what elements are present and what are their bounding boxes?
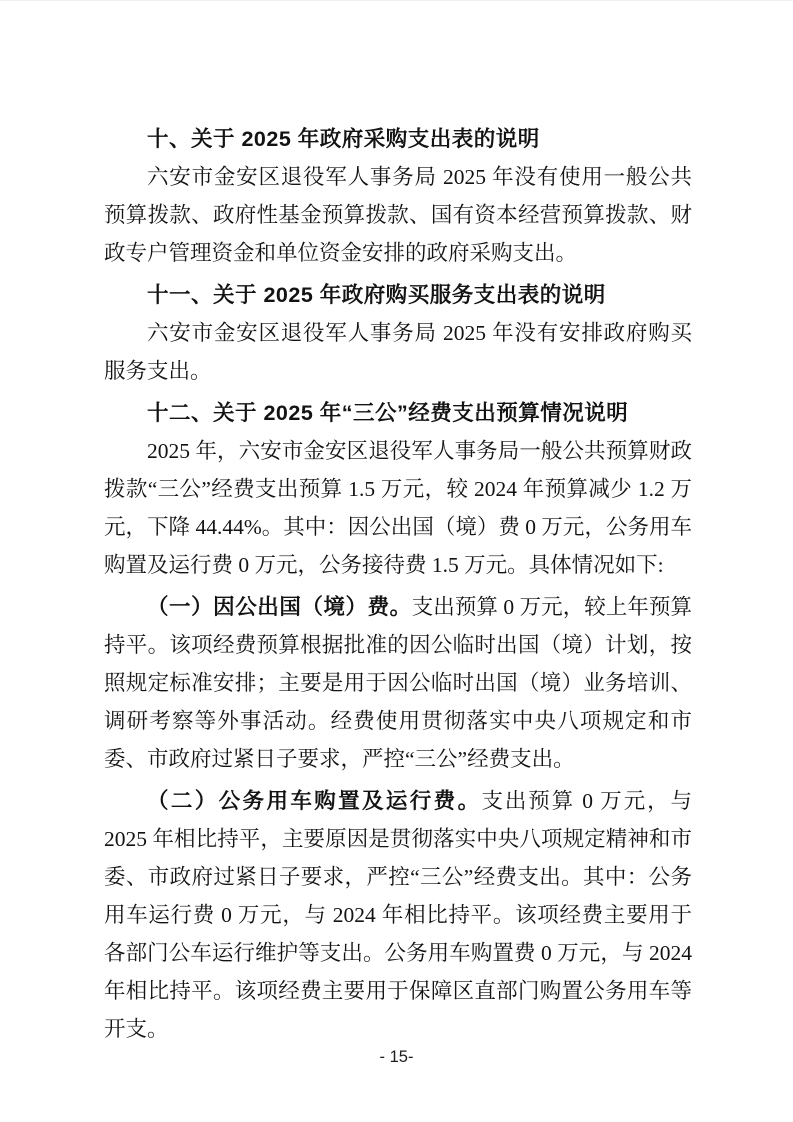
document-content: [104, 120, 692, 1048]
subsection-2-paragraph: [104, 782, 692, 1048]
subsection-1-body: 支出预算 0 万元，较上年预算持平。该项经费预算根据批准的因公临时出国（境）计划，按照规定标准安排；主要是用于因公临时出国（境）业务培训、调研考察等外事活动。经费使用贯彻落实中央八项规定和市委、市政府过紧日子要求，严控“三公”经费支出。: [104, 595, 692, 771]
subsection-2-lead: （二）公务用车购置及运行费。: [147, 789, 482, 813]
subsection-2-body: 支出预算 0 万元，与 2025 年相比持平，主要原因是贯彻落实中央八项规定精神和市委、市政府过紧日子要求，严控“三公”经费支出。其中：公务用车运行费 0 万元，与 2024 年相比持平。该项经费主要用于各部门公车运行维护等支出。公务用车购置费 0 万元，与 2024 年相比持平。该项经费主要用于保障区直部门购置公务用车等开支。: [104, 789, 692, 1041]
section-10-paragraph: 六安市金安区退役军人事务局 2025 年没有使用一般公共预算拨款、政府性基金预算拨款、国有资本经营预算拨款、财政专户管理资金和单位资金安排的政府采购支出。: [104, 165, 692, 265]
subsection-1-lead: （一）因公出国（境）费。: [147, 595, 412, 619]
section-heading-11: 十一、关于 2025 年政府购买服务支出表的说明: [147, 283, 606, 307]
subsection-1-paragraph: [104, 588, 692, 778]
section-11-paragraph: 六安市金安区退役军人事务局 2025 年没有安排政府购买服务支出。: [104, 321, 692, 383]
section-heading-10: 十、关于 2025 年政府采购支出表的说明: [147, 127, 540, 151]
section-12-intro-paragraph: 2025 年，六安市金安区退役军人事务局一般公共预算财政拨款“三公”经费支出预算 1.5 万元，较 2024 年预算减少 1.2 万元，下降 44.44%。其中：因公出国（境）费 0 万元，公务用车购置及运行费 0 万元，公务接待费 1.5 万元。具体情况如下:: [104, 439, 692, 577]
section-heading-12: 十二、关于 2025 年“三公”经费支出预算情况说明: [147, 401, 629, 425]
page-number: - 15-: [379, 1048, 414, 1066]
